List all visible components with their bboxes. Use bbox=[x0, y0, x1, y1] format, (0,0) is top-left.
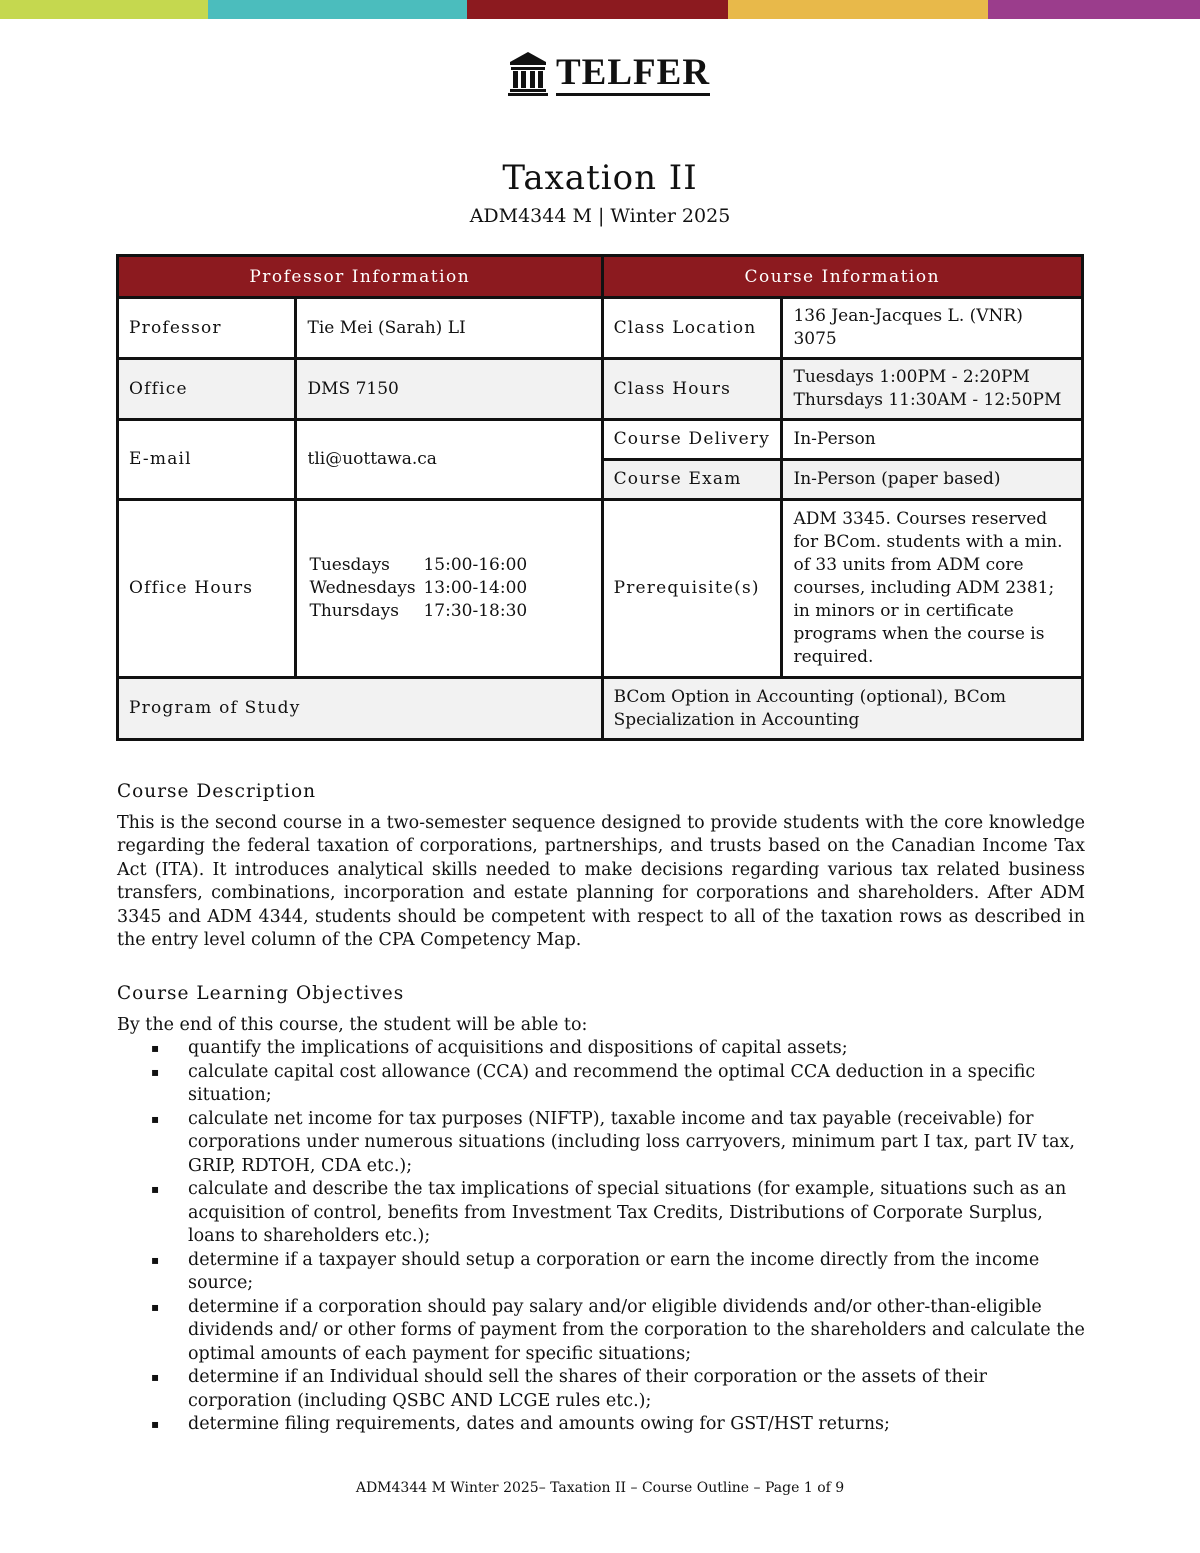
list-item bbox=[117, 1037, 1085, 1061]
page-subtitle: ADM4344 M | Winter 2025 bbox=[469, 205, 731, 227]
course-delivery-label: Course Delivery bbox=[602, 420, 782, 460]
list-item bbox=[117, 1413, 1085, 1437]
bullet-icon: ▪ bbox=[151, 1417, 160, 1431]
list-item bbox=[117, 1296, 1085, 1367]
page-footer: ADM4344 M Winter 2025– Taxation II – Course Outline – Page 1 of 9 bbox=[355, 1480, 845, 1496]
professor-value: Tie Mei (Sarah) LI bbox=[296, 298, 602, 359]
building-columns-icon bbox=[508, 50, 548, 96]
email-value[interactable]: tli@uottawa.ca bbox=[296, 420, 602, 500]
email-label: E-mail bbox=[118, 420, 296, 500]
list-item-text: calculate capital cost allowance (CCA) and recommend the optimal CCA deduction in a specific situation; bbox=[188, 1061, 1036, 1105]
class-hours-line: Tuesdays 1:00PM - 2:20PM bbox=[793, 367, 1030, 387]
color-segment bbox=[208, 0, 467, 19]
office-hours-time: 17:30-18:30 bbox=[423, 601, 528, 621]
office-hours-time: 15:00-16:00 bbox=[423, 555, 528, 575]
list-item bbox=[117, 1108, 1085, 1179]
list-item bbox=[117, 1178, 1085, 1249]
bullet-icon: ▪ bbox=[151, 1299, 160, 1314]
list-item bbox=[117, 1249, 1085, 1296]
list-item-text: determine if a corporation should pay salary and/or eligible dividends and/or other-than-eligible dividends and/ or other forms of payment from the corporation to the shareholders and calculate the optimal amounts of each payment for specific situations; bbox=[188, 1296, 1085, 1364]
course-description-section bbox=[117, 780, 1085, 953]
list-item-text: calculate and describe the tax implications of special situations (for example, situations such as an acquisition of control, benefits from Investment Tax Credits, Distributions of Corporate Surplus, loans to shareholders etc.); bbox=[188, 1179, 1067, 1246]
bullet-icon: ▪ bbox=[151, 1111, 160, 1126]
bullet-icon: ▪ bbox=[151, 1182, 160, 1196]
list-item-text: quantify the implications of acquisitions and dispositions of capital assets; bbox=[188, 1038, 848, 1058]
prerequisite-value: ADM 3345. Courses reserved for BCom. students with a min. of 33 units from ADM core courses, including ADM 2381; in minors or in certificate programs when the course is required. bbox=[782, 500, 1083, 678]
class-location-value: 136 Jean-Jacques L. (VNR) 3075 bbox=[782, 298, 1083, 359]
class-hours-value bbox=[782, 359, 1083, 420]
list-item-text: calculate net income for tax purposes (NIFTP), taxable income and tax payable (receivable) for corporations under numerous situations (including loss carryovers, minimum part I tax, part IV tax, GRIP, RDTOH, CDA etc.); bbox=[188, 1108, 1075, 1176]
class-hours-line: Thursdays 11:30AM - 12:50PM bbox=[793, 390, 1062, 410]
learning-objectives-heading: Course Learning Objectives bbox=[117, 983, 405, 1004]
office-hours-label: Office Hours bbox=[118, 500, 296, 678]
course-exam-label: Course Exam bbox=[602, 460, 782, 500]
class-hours-label: Class Hours bbox=[602, 359, 782, 420]
program-of-study-value: BCom Option in Accounting (optional), BCom Specialization in Accounting bbox=[602, 678, 1082, 740]
office-label: Office bbox=[118, 359, 296, 420]
color-segment bbox=[728, 0, 988, 19]
professor-info-header: Professor Information bbox=[118, 256, 603, 298]
office-hours-day: Thursdays bbox=[309, 601, 399, 621]
bullet-icon: ▪ bbox=[151, 1370, 160, 1384]
list-item-text: determine if a taxpayer should setup a corporation or earn the income directly from the income source; bbox=[188, 1249, 1040, 1293]
office-hours-value bbox=[296, 500, 602, 678]
office-hours-time: 13:00-14:00 bbox=[423, 578, 528, 598]
bullet-icon: ▪ bbox=[151, 1252, 160, 1267]
office-hours-day: Wednesdays bbox=[309, 578, 416, 598]
learning-objectives-section bbox=[117, 982, 1085, 1437]
header-color-bar bbox=[0, 0, 1200, 19]
course-info-table bbox=[116, 254, 1084, 741]
office-hours-day: Tuesdays bbox=[309, 555, 390, 575]
color-segment bbox=[0, 0, 208, 19]
course-delivery-value: In-Person bbox=[782, 420, 1083, 460]
page-title: Taxation II bbox=[502, 158, 698, 198]
office-value: DMS 7150 bbox=[296, 359, 602, 420]
list-item-text: determine filing requirements, dates and amounts owing for GST/HST returns; bbox=[188, 1414, 890, 1434]
prerequisite-label: Prerequisite(s) bbox=[602, 500, 782, 678]
course-description-text: This is the second course in a two-semester sequence designed to provide students with the core knowledge regarding the federal taxation of corporations, partnerships, and trusts based on the Canadian Income Tax Act (ITA). It introduces analytical skills needed to make decisions regarding various tax related business transfers, combinations, incorporation and estate planning for corporations and shareholders. After ADM 3345 and ADM 4344, students should be competent with respect to all of the taxation rows as described in the entry level column of the CPA Competency Map. bbox=[117, 812, 1085, 950]
learning-objectives-list bbox=[117, 1037, 1085, 1437]
bullet-icon: ▪ bbox=[151, 1041, 160, 1055]
course-description-heading: Course Description bbox=[117, 781, 317, 802]
telfer-logo bbox=[508, 50, 710, 96]
list-item-text: determine if an Individual should sell the shares of their corporation or the assets of their corporation (including QSBC AND LCGE rules etc.); bbox=[188, 1367, 988, 1411]
logo-text: TELFER bbox=[556, 54, 710, 96]
color-segment bbox=[467, 0, 728, 19]
learning-objectives-intro: By the end of this course, the student will be able to: bbox=[117, 1014, 588, 1035]
professor-label: Professor bbox=[118, 298, 296, 359]
office-hours-grid bbox=[309, 554, 590, 623]
list-item bbox=[117, 1366, 1085, 1413]
course-exam-value: In-Person (paper based) bbox=[782, 460, 1083, 500]
class-location-label: Class Location bbox=[602, 298, 782, 359]
course-info-header: Course Information bbox=[602, 256, 1082, 298]
program-of-study-label: Program of Study bbox=[118, 678, 603, 740]
bullet-icon: ▪ bbox=[151, 1064, 160, 1079]
list-item bbox=[117, 1061, 1085, 1108]
color-segment bbox=[988, 0, 1200, 19]
